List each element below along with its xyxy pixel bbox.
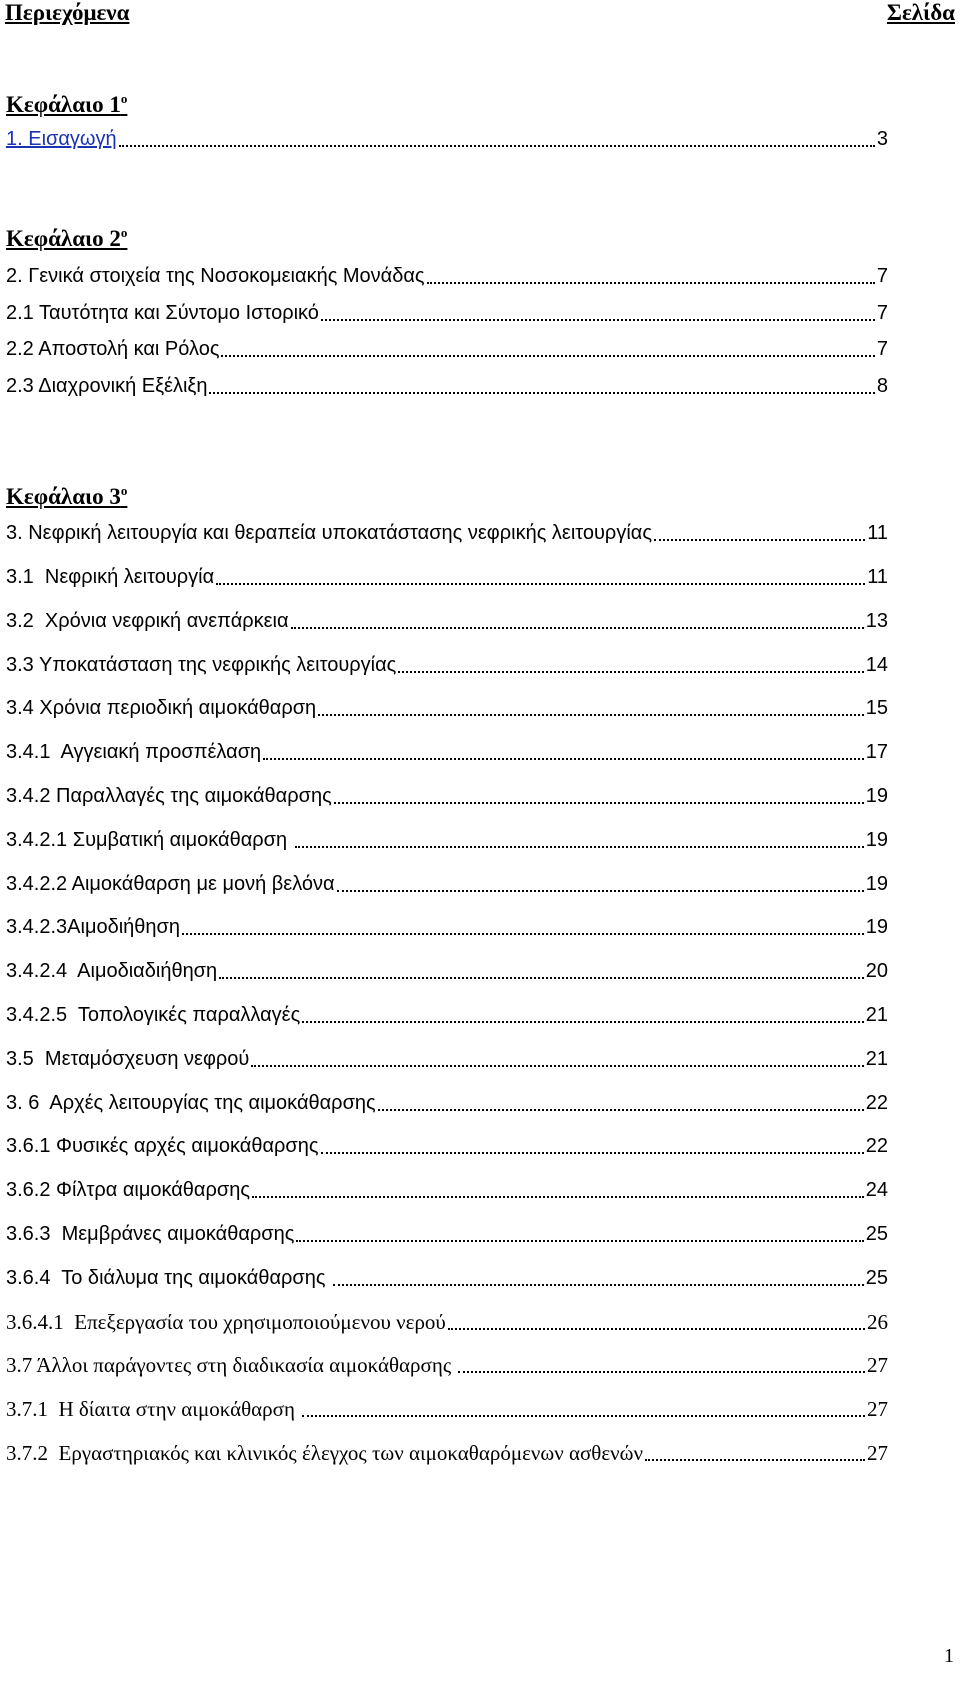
- toc-entry[interactable]: [6, 296, 888, 326]
- chapter-ordinal: ο: [120, 483, 128, 498]
- toc-entry-title[interactable]: 3.4 Χρόνια περιοδική αιμοκάθαρση: [6, 697, 317, 719]
- toc-entry-page: 3: [876, 128, 888, 150]
- toc-entry-title[interactable]: 3.1 Νεφρική λειτουργία: [6, 566, 215, 588]
- toc-header: [5, 0, 955, 30]
- dot-leader: [251, 1065, 863, 1067]
- dot-leader: [216, 583, 865, 585]
- dot-leader: [645, 1459, 865, 1461]
- toc-entry-title[interactable]: 3.4.2.4 Αιμοδιαδιήθηση: [6, 960, 218, 982]
- toc-entry-page: 7: [876, 338, 888, 360]
- toc-entry-title[interactable]: 2.3 Διαχρονική Εξέλιξη: [6, 375, 208, 397]
- toc-entry-page: 11: [867, 522, 888, 544]
- toc-entry-page: 21: [865, 1048, 888, 1070]
- toc-entry[interactable]: [6, 867, 888, 897]
- toc-entry[interactable]: [6, 1173, 888, 1203]
- toc-entry[interactable]: [6, 1305, 888, 1335]
- page-number: 1: [944, 1645, 954, 1667]
- toc-entry-page: 27: [867, 1397, 888, 1421]
- toc-entry-page: 26: [867, 1310, 888, 1334]
- dot-leader: [398, 671, 863, 673]
- toc-entry-page: 21: [865, 1004, 888, 1026]
- dot-leader: [263, 758, 864, 760]
- toc-entry[interactable]: [6, 954, 888, 984]
- toc-entry-title[interactable]: 3.4.2.3Αιμοδιήθηση: [6, 916, 181, 938]
- toc-entry-title[interactable]: 3.6.2 Φίλτρα αιμοκάθαρσης: [6, 1179, 250, 1201]
- toc-entry[interactable]: [6, 1392, 888, 1422]
- toc-entry-page: 17: [865, 741, 888, 763]
- dot-leader: [302, 1021, 864, 1023]
- toc-entry[interactable]: [6, 259, 888, 289]
- chapter-heading-3: [6, 477, 127, 511]
- toc-entry-title[interactable]: 3.4.2.1 Συμβατική αιμοκάθαρση: [6, 829, 293, 851]
- dot-leader: [427, 282, 875, 284]
- toc-entry[interactable]: [6, 369, 888, 399]
- toc-entry-page: 20: [865, 960, 888, 982]
- chapter-heading-1: [6, 85, 127, 119]
- chapter-heading-2: [6, 219, 127, 253]
- dot-leader: [333, 1284, 864, 1286]
- toc-entry[interactable]: [6, 1436, 888, 1466]
- toc-entry-page: 22: [865, 1092, 888, 1114]
- page-column-heading: Σελίδα: [886, 0, 955, 25]
- toc-entry[interactable]: [6, 823, 888, 853]
- toc-entry[interactable]: [6, 560, 888, 590]
- toc-entry-page: 7: [876, 265, 888, 287]
- chapter-label: Κεφάλαιο 3: [6, 484, 121, 509]
- toc-entry-title[interactable]: 3.7.1 Η δίαιτα στην αιμοκάθαρση: [6, 1397, 301, 1421]
- toc-entry-page: 22: [865, 1135, 888, 1157]
- dot-leader: [219, 977, 864, 979]
- toc-entry-page: 27: [867, 1353, 888, 1377]
- toc-entry[interactable]: [6, 122, 888, 152]
- dot-leader: [654, 539, 865, 541]
- chapter-ordinal: ο: [120, 225, 128, 240]
- toc-entry-page: 19: [865, 873, 888, 895]
- toc-entry-title[interactable]: 3.7.2 Εργαστηριακός και κλινικός έλεγχος των αιμοκαθαρόμενων ασθενών: [6, 1441, 643, 1465]
- toc-entry-title[interactable]: 3.4.2.5 Τοπολογικές παραλλαγές: [6, 1004, 301, 1026]
- dot-leader: [119, 145, 875, 147]
- toc-heading: Περιεχόμενα: [5, 0, 130, 25]
- dot-leader: [209, 392, 874, 394]
- toc-entry-page: 8: [876, 375, 888, 397]
- toc-entry-title[interactable]: 2.1 Ταυτότητα και Σύντομο Ιστορικό: [6, 302, 319, 324]
- toc-entry-title[interactable]: 3.4.2 Παραλλαγές της αιμοκάθαρσης: [6, 785, 332, 807]
- toc-entry[interactable]: [6, 779, 888, 809]
- toc-entry-title[interactable]: 3.4.1 Αγγειακή προσπέλαση: [6, 741, 262, 763]
- toc-entry[interactable]: [6, 998, 888, 1028]
- toc-entry[interactable]: [6, 691, 888, 721]
- toc-entry-page: 25: [865, 1223, 888, 1245]
- dot-leader: [291, 627, 864, 629]
- dot-leader: [378, 1109, 864, 1111]
- toc-entry-title[interactable]: 3.6.4.1 Επεξεργασία του χρησιμοποιούμενου νερού: [6, 1310, 446, 1334]
- dot-leader: [337, 890, 864, 892]
- toc-entry[interactable]: [6, 332, 888, 362]
- toc-entry[interactable]: [6, 1129, 888, 1159]
- toc-entry-title[interactable]: 3. 6 Αρχές λειτουργίας της αιμοκάθαρσης: [6, 1092, 376, 1114]
- toc-entry[interactable]: [6, 735, 888, 765]
- toc-entry-page: 11: [867, 566, 888, 588]
- dot-leader: [296, 1240, 863, 1242]
- toc-entry-page: 13: [865, 610, 888, 632]
- toc-entry-page: 25: [865, 1267, 888, 1289]
- dot-leader: [321, 1152, 864, 1154]
- chapter-label: Κεφάλαιο 2: [6, 226, 121, 251]
- dot-leader: [302, 1415, 865, 1417]
- toc-entry-title[interactable]: 3.4.2.2 Αιμοκάθαρση με μονή βελόνα: [6, 873, 335, 895]
- toc-entry[interactable]: [6, 648, 888, 678]
- toc-entry-page: 14: [865, 654, 888, 676]
- chapter-ordinal: ο: [120, 91, 128, 106]
- toc-entry[interactable]: [6, 910, 888, 940]
- toc-entry-page: 24: [865, 1179, 888, 1201]
- toc-entry-title[interactable]: 3. Νεφρική λειτουργία και θεραπεία υποκατάστασης νεφρικής λειτουργίας: [6, 522, 652, 544]
- dot-leader: [182, 933, 864, 935]
- dot-leader: [458, 1371, 865, 1373]
- toc-entry[interactable]: [6, 1042, 888, 1072]
- toc-entry-title[interactable]: 3.7 Άλλοι παράγοντες στη διαδικασία αιμοκάθαρσης: [6, 1353, 457, 1377]
- toc-entry[interactable]: [6, 1261, 888, 1291]
- dot-leader: [321, 319, 875, 321]
- toc-entry-page: 19: [865, 785, 888, 807]
- dot-leader: [252, 1196, 864, 1198]
- toc-entry[interactable]: [6, 604, 888, 634]
- toc-entry[interactable]: [6, 1217, 888, 1247]
- toc-entry-title[interactable]: 3.5 Μεταμόσχευση νεφρού: [6, 1048, 250, 1070]
- chapter-label: Κεφάλαιο 1: [6, 92, 121, 117]
- toc-entry-title[interactable]: 2.2 Αποστολή και Ρόλος: [6, 338, 220, 360]
- toc-entry-title[interactable]: 2. Γενικά στοιχεία της Νοσοκομειακής Μονάδας: [6, 265, 425, 287]
- toc-entry[interactable]: [6, 516, 888, 546]
- toc-entry-title[interactable]: 1. Εισαγωγή: [6, 128, 117, 150]
- toc-entry-title[interactable]: 3.2 Χρόνια νεφρική ανεπάρκεια: [6, 610, 289, 632]
- toc-entry-title[interactable]: 3.6.4 Το διάλυμα της αιμοκάθαρσης: [6, 1267, 332, 1289]
- dot-leader: [221, 355, 874, 357]
- toc-entry-page: 19: [865, 916, 888, 938]
- toc-entry[interactable]: [6, 1086, 888, 1116]
- toc-entry-title[interactable]: 3.6.1 Φυσικές αρχές αιμοκάθαρσης: [6, 1135, 319, 1157]
- toc-entry-page: 15: [865, 697, 888, 719]
- dot-leader: [448, 1328, 865, 1330]
- toc-entry-page: 19: [865, 829, 888, 851]
- toc-entry[interactable]: [6, 1348, 888, 1378]
- dot-leader: [295, 846, 864, 848]
- toc-entry-page: 27: [867, 1441, 888, 1465]
- dot-leader: [334, 802, 864, 804]
- dot-leader: [318, 714, 864, 716]
- toc-entry-page: 7: [876, 302, 888, 324]
- toc-entry-title[interactable]: 3.3 Υποκατάσταση της νεφρικής λειτουργίας: [6, 654, 397, 676]
- toc-entry-title[interactable]: 3.6.3 Μεμβράνες αιμοκάθαρσης: [6, 1223, 295, 1245]
